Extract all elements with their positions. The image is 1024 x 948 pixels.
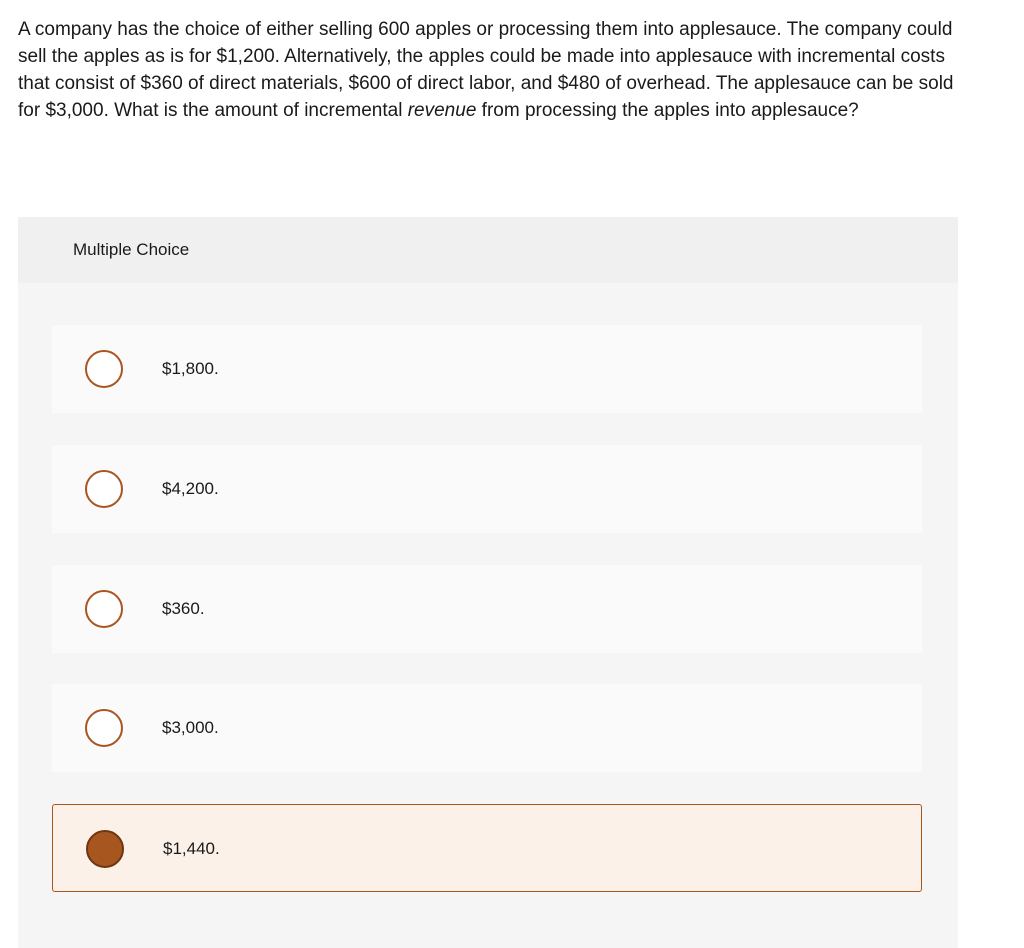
choice-label: $3,000. — [162, 718, 219, 737]
multiple-choice-panel — [18, 217, 958, 948]
choice-label: $1,800. — [162, 359, 219, 378]
choice-label: $1,440. — [163, 839, 220, 858]
choice-option-3[interactable] — [52, 565, 922, 653]
radio-button-icon[interactable] — [85, 350, 123, 388]
choice-option-4[interactable] — [52, 684, 922, 772]
radio-button-selected-icon[interactable] — [86, 830, 124, 868]
choice-label: $360. — [162, 599, 205, 618]
choice-option-2[interactable] — [52, 445, 922, 533]
question-emphasis: revenue — [407, 100, 477, 121]
radio-button-icon[interactable] — [85, 590, 123, 628]
radio-button-icon[interactable] — [85, 709, 123, 747]
radio-button-icon[interactable] — [85, 470, 123, 508]
choice-option-5[interactable] — [52, 804, 922, 892]
question-part-2: from processing the apples into applesauce? — [481, 100, 859, 121]
question-text — [18, 16, 958, 124]
question-part-1: A company has the choice of either selling 600 apples or processing them into applesauce. The company could sell the apples as is for $1,200. Alternatively, the apples could be made into applesauce with incremental costs that consist of $360 of direct materials, $600 of direct labor, and $480 of overhead. The applesauce can be sold for $3,000. What is the amount of incremental — [18, 19, 954, 121]
multiple-choice-header: Multiple Choice — [18, 217, 958, 283]
choice-label: $4,200. — [162, 479, 219, 498]
choice-option-1[interactable] — [52, 325, 922, 413]
